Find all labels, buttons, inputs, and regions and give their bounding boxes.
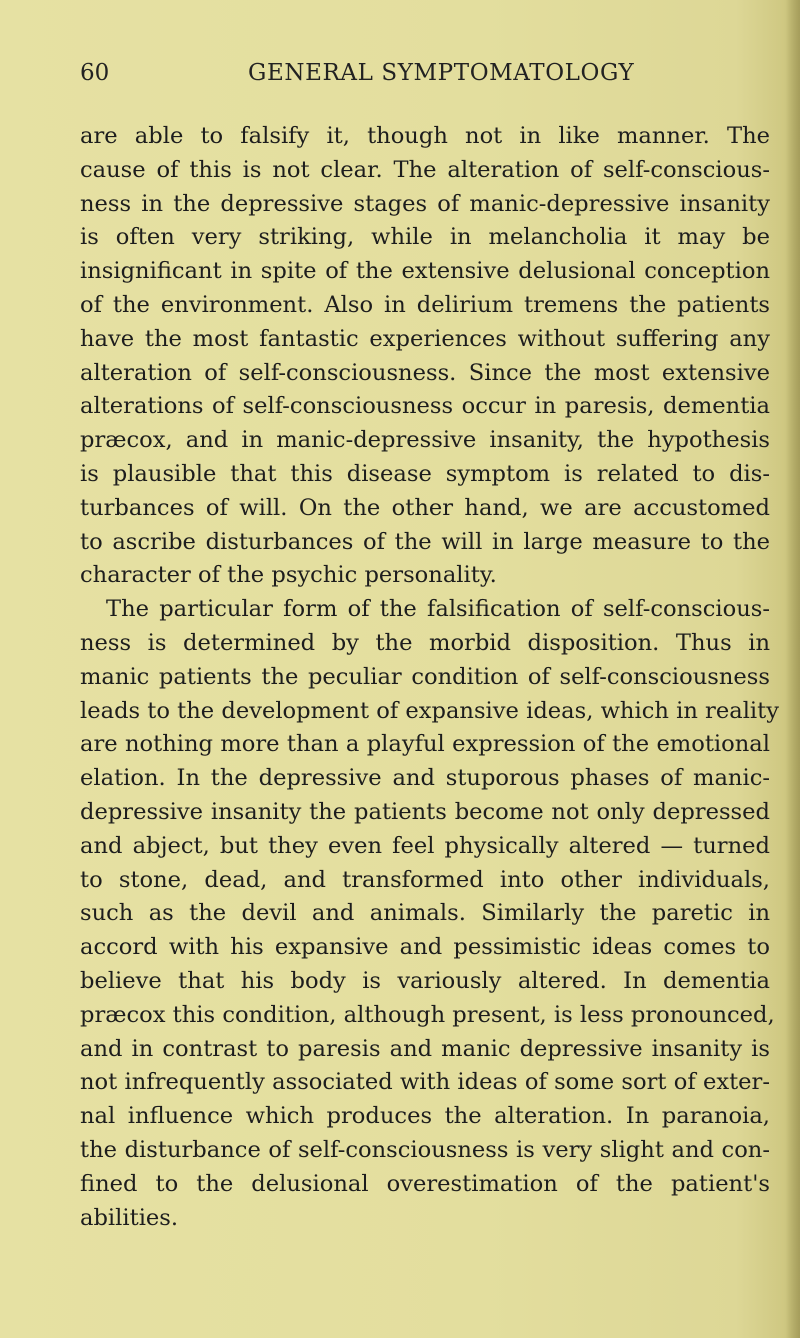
text-line: of the environment. Also in delirium tremens the patients	[80, 291, 770, 318]
text-line: accord with his expansive and pessimistic ideas comes to	[80, 934, 770, 961]
text-line: The particular form of the falsification of self-conscious-	[106, 596, 770, 623]
text-line: have the most fantastic experiences without suffering any	[80, 325, 770, 352]
text-line: not infrequently associated with ideas of some sort of exter-	[80, 1069, 770, 1096]
text-line: cause of this is not clear. The alteration of self-conscious-	[80, 156, 770, 183]
text-line: and in contrast to paresis and manic depressive insanity is	[80, 1035, 770, 1062]
text-line: is plausible that this disease symptom is related to dis-	[80, 460, 770, 487]
text-line: manic patients the peculiar condition of self-consciousness	[80, 663, 770, 690]
text-line: believe that his body is variously altered. In dementia	[80, 967, 770, 994]
text-line: fined to the delusional overestimation of the patient's	[80, 1170, 770, 1197]
text-line: alteration of self-consciousness. Since the most extensive	[80, 359, 770, 386]
text-line: ness in the depressive stages of manic-depressive insanity	[80, 190, 770, 217]
text-line: turbances of will. On the other hand, we are accustomed	[80, 494, 770, 521]
text-line: abilities.	[80, 1204, 179, 1231]
text-line: præcox this condition, although present, is less pronounced,	[80, 1001, 775, 1028]
text-line: such as the devil and animals. Similarly the paretic in	[80, 900, 770, 927]
text-line: insignificant in spite of the extensive delusional conception	[80, 258, 770, 285]
text-line: are able to falsify it, though not in like manner. The	[80, 123, 770, 149]
running-head: GENERAL SYMPTOMATOLOGY	[248, 60, 635, 86]
text-line: ness is determined by the morbid disposition. Thus in	[80, 629, 770, 656]
text-line: nal influence which produces the alteration. In paranoia,	[80, 1103, 770, 1130]
text-line: leads to the development of expansive ideas, which in reality	[80, 697, 779, 724]
text-line: to stone, dead, and transformed into other individuals,	[80, 866, 770, 893]
text-line: depressive insanity the patients become not only depressed	[80, 798, 770, 825]
text-line: alterations of self-consciousness occur in paresis, dementia	[80, 393, 770, 420]
text-line: is often very striking, while in melancholia it may be	[80, 224, 770, 251]
body-text	[80, 120, 779, 1235]
page-header	[80, 56, 770, 96]
text-line: the disturbance of self-consciousness is very slight and con-	[80, 1136, 770, 1163]
text-line: præcox, and in manic-depressive insanity, the hypothesis	[80, 427, 770, 454]
text-line: elation. In the depressive and stuporous phases of manic-	[80, 765, 770, 792]
page-edge-shadow	[786, 0, 800, 1338]
text-line: are nothing more than a playful expression of the emotional	[80, 731, 770, 758]
text-line: and abject, but they even feel physically altered — turned	[80, 832, 770, 859]
text-line: to ascribe disturbances of the will in large measure to the	[80, 528, 770, 555]
page-number: 60	[80, 60, 110, 86]
text-line: character of the psychic personality.	[80, 562, 497, 589]
